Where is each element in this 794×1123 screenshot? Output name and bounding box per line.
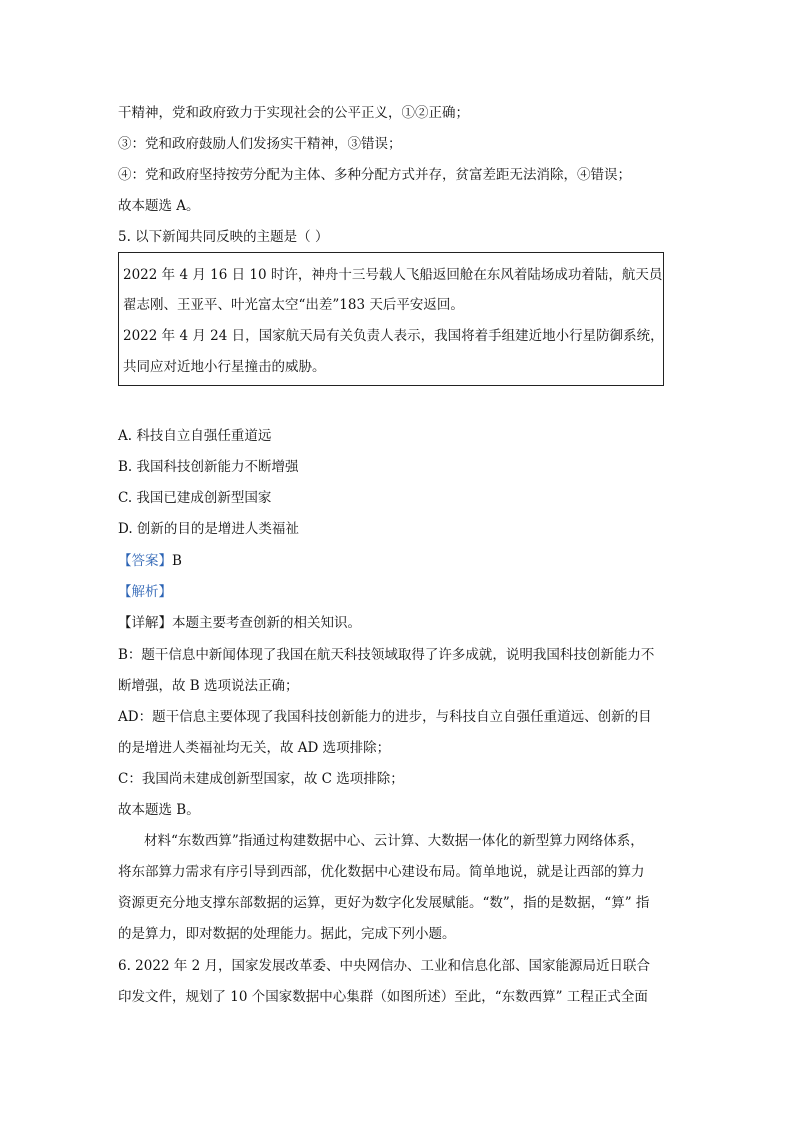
answer-line: [118, 551, 182, 571]
explanation-line: 故本题选 B。: [118, 802, 200, 818]
option-a: A. 科技自立自强任重道远: [118, 428, 272, 444]
question-5-stem: 5. 以下新闻共同反映的主题是（ ）: [118, 229, 329, 245]
intro-line: ④：党和政府坚持按劳分配为主体、多种分配方式并存，贫富差距无法消除，④错误；: [118, 167, 631, 183]
analysis-label: 【解析】: [118, 584, 172, 600]
explanation-line: 断增强，故 B 选项说法正确；: [118, 678, 299, 694]
detail-label: 【详解】: [118, 615, 172, 631]
detail-text: 本题主要考查创新的相关知识。: [172, 615, 361, 631]
news-line: 2022 年 4 月 24 日，国家航天局有关负责人表示，我国将着手组建近地小行星防御系统，: [123, 328, 664, 344]
option-c: C. 我国已建成创新型国家: [118, 490, 272, 506]
material-line: 的是算力，即对数据的处理能力。据此，完成下列小题。: [118, 926, 456, 942]
explanation-line: C：我国尚未建成创新型国家，故 C 选项排除；: [118, 771, 404, 787]
explanation-line: 的是增进人类福祉均无关，故 AD 选项排除；: [118, 740, 391, 756]
explanation-line: B：题干信息中新闻体现了我国在航天科技领域取得了许多成就，说明我国科技创新能力不: [118, 647, 655, 663]
option-d: D. 创新的目的是增进人类福祉: [118, 521, 299, 537]
detail-line: [118, 613, 361, 633]
answer-value: B: [172, 553, 182, 569]
explanation-line: AD：题干信息主要体现了我国科技创新能力的进步，与科技自立自强任重道远、创新的目: [118, 709, 652, 725]
news-line: 2022 年 4 月 16 日 10 时许，神舟十三号载人飞船返回舱在东风着陆场成功着陆，航天员: [123, 267, 663, 283]
intro-line: 干精神，党和政府致力于实现社会的公平正义，①②正确；: [118, 105, 469, 121]
question-6-line: 印发文件，规划了 10 个国家数据中心集群（如图所述）至此，“东数西算” 工程正式全面: [118, 989, 648, 1005]
material-line: 将东部算力需求有序引导到西部，优化数据中心建设布局。简单地说，就是让西部的算力: [118, 864, 645, 880]
material-line: 材料“东数西算”指通过构建数据中心、云计算、大数据一体化的新型算力网络体系，: [144, 833, 644, 849]
answer-label: 【答案】: [118, 553, 172, 569]
news-box: [118, 252, 664, 386]
intro-line: ③：党和政府鼓励人们发扬实干精神，③错误；: [118, 136, 402, 152]
news-line: 翟志刚、王亚平、叶光富太空“出差”183 天后平安返回。: [123, 297, 464, 313]
news-line: 共同应对近地小行星撞击的威胁。: [123, 359, 326, 375]
option-b: B. 我国科技创新能力不断增强: [118, 459, 299, 475]
material-line: 资源更充分地支撑东部数据的运算，更好为数字化发展赋能。“数”，指的是数据，“算” 指: [118, 895, 650, 911]
intro-line: 故本题选 A。: [118, 198, 200, 214]
question-6-line: 6. 2022 年 2 月，国家发展改革委、中央网信办、工业和信息化部、国家能源局近日联合: [118, 958, 650, 974]
